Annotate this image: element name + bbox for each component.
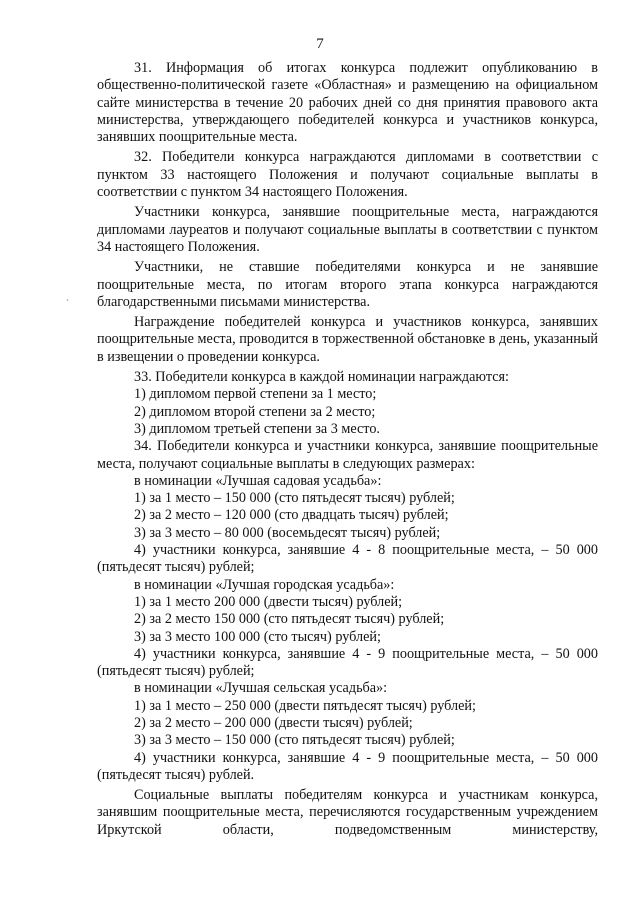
scan-artifact: ` <box>66 298 69 308</box>
city-places-4-9: 4) участники конкурса, занявшие 4 - 9 поощрительные места, – 50 000 (пятьдесят тысяч) рублей; <box>97 645 598 680</box>
rural-place-1: 1) за 1 место – 250 000 (двести пятьдесят тысяч) рублей; <box>134 697 476 714</box>
garden-places-4-8: 4) участники конкурса, занявшие 4 - 8 поощрительные места, – 50 000 (пятьдесят тысяч) рублей; <box>97 542 598 576</box>
paragraph-31: 31. Информация об итогах конкурса подлежит опубликованию в общественно-политической газете «Областная» и размещению на официальном сайте министерства в течение 20 рабочих дней со дня принятия правового акта министерства, утверждающего победителей конкурса и участников конкурса, занявших поощрительные места. <box>97 60 598 146</box>
paragraph-33: 33. Победители конкурса в каждой номинации награждаются: <box>134 369 509 386</box>
garden-place-2: 2) за 2 место – 120 000 (сто двадцать тысяч) рублей; <box>134 507 449 524</box>
page-number: 7 <box>316 36 324 52</box>
nomination-rural-heading: в номинации «Лучшая сельская усадьба»: <box>134 680 388 697</box>
document-body <box>97 60 598 839</box>
list-item-diploma-1: 1) дипломом первой степени за 1 место; <box>134 386 377 403</box>
paragraph-participants-diplomas: Участники конкурса, занявшие поощрительные места, награждаются дипломами лауреатов и получают социальные выплаты в соответствии с пунктом 34 настоящего Положения. <box>97 204 598 255</box>
list-item-diploma-3: 3) дипломом третьей степени за 3 место. <box>134 420 380 437</box>
paragraph-32: 32. Победители конкурса награждаются дипломами в соответствии с пунктом 33 настоящего Положения и получают социальные выплаты в соответствии с пунктом 34 настоящего Положения. <box>97 149 598 201</box>
list-item-diploma-2: 2) дипломом второй степени за 2 место; <box>134 403 376 420</box>
nomination-garden-heading: в номинации «Лучшая садовая усадьба»: <box>134 472 382 489</box>
nomination-city-heading: в номинации «Лучшая городская усадьба»: <box>134 576 395 593</box>
paragraph-award-ceremony: Награждение победителей конкурса и участников конкурса, занявших поощрительные места, проводится в торжественной обстановке в день, указанный в извещении о проведении конкурса. <box>97 314 598 365</box>
city-place-3: 3) за 3 место 100 000 (сто тысяч) рублей; <box>134 628 381 645</box>
rural-places-4-9: 4) участники конкурса, занявшие 4 - 9 поощрительные места, – 50 000 (пятьдесят тысяч) рублей. <box>97 749 598 783</box>
paragraph-participants-letters: Участники, не ставшие победителями конкурса и не занявшие поощрительные места, по итогам второго этапа конкурса награждаются благодарственными письмами министерства. <box>97 259 598 310</box>
city-place-2: 2) за 2 место 150 000 (сто пятьдесят тысяч) рублей; <box>134 611 445 628</box>
rural-place-3: 3) за 3 место – 150 000 (сто пятьдесят тысяч) рублей; <box>134 732 455 749</box>
garden-place-3: 3) за 3 место – 80 000 (восемьдесят тысяч) рублей; <box>134 524 441 541</box>
garden-place-1: 1) за 1 место – 150 000 (сто пятьдесят тысяч) рублей; <box>134 490 455 507</box>
paragraph-social-payments: Социальные выплаты победителям конкурса и участникам конкурса, занявшим поощрительные места, перечисляются государственным учреждением Иркутской области, подведомственным министерству, <box>97 787 598 838</box>
rural-place-2: 2) за 2 место – 200 000 (двести тысяч) рублей; <box>134 714 413 731</box>
paragraph-34: 34. Победители конкурса и участники конкурса, занявшие поощрительные места, получают социальные выплаты в следующих размерах: <box>97 438 598 472</box>
city-place-1: 1) за 1 место 200 000 (двести тысяч) рублей; <box>134 593 403 610</box>
